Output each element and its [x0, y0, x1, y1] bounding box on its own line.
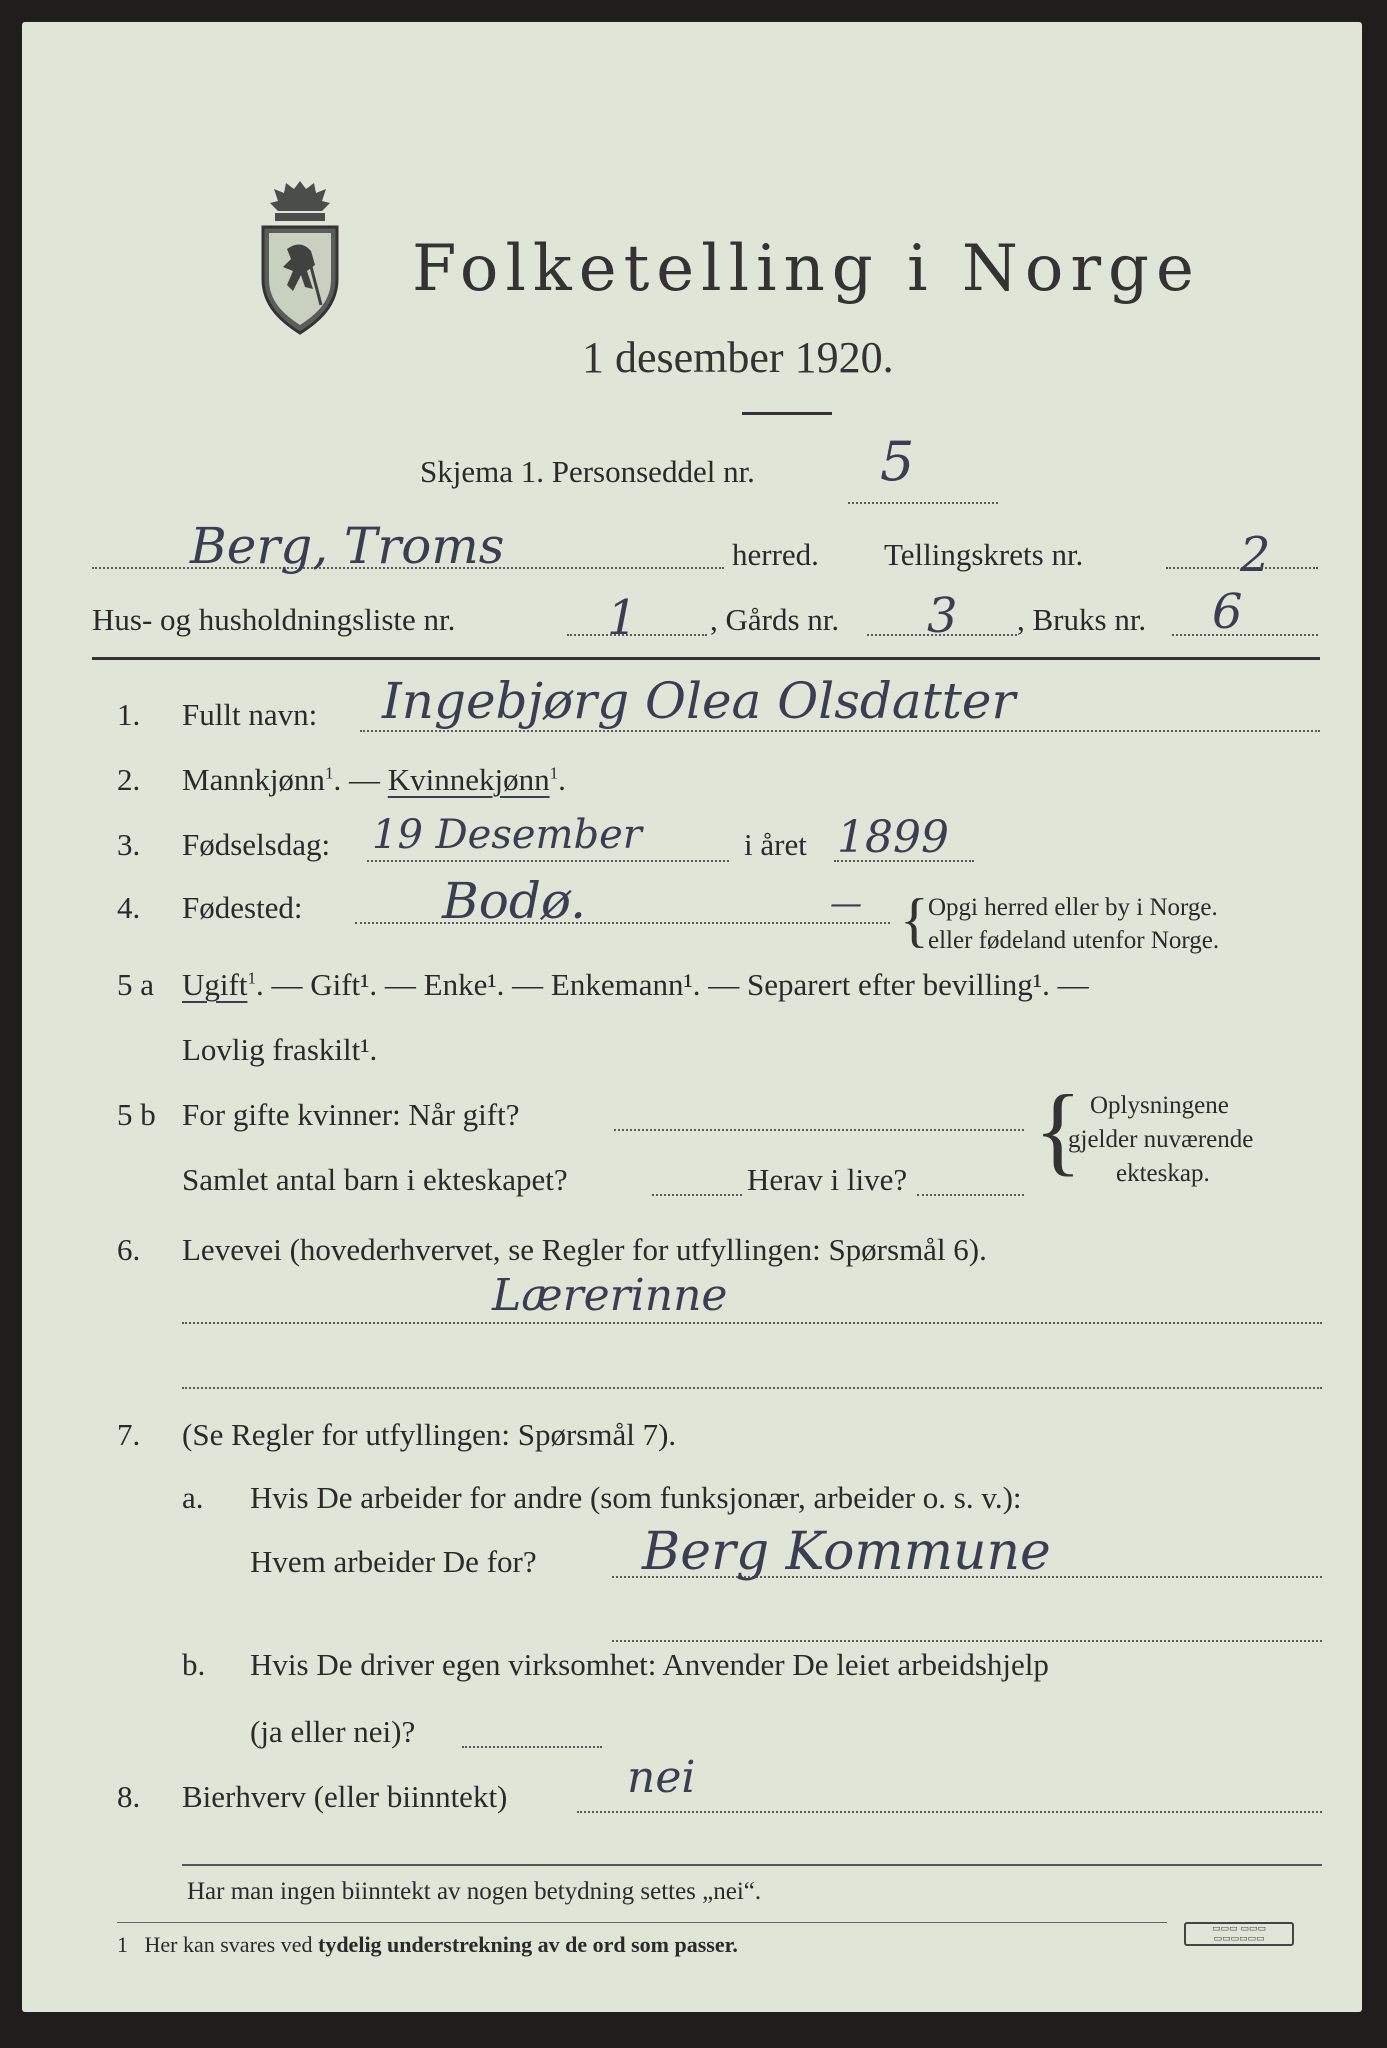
gards-value[interactable]: 3: [927, 588, 958, 644]
q1-number: 1.: [117, 697, 141, 732]
q7b-question: (ja eller nei)?: [250, 1714, 416, 1749]
q3-year-value[interactable]: 1899: [837, 812, 949, 863]
q5b-note-line1: Oplysningene: [1090, 1092, 1229, 1119]
q7a-question: Hvem arbeider De for?: [250, 1544, 537, 1579]
footnote-text-a: Her kan svares ved: [144, 1932, 313, 1957]
footnote-text-b: tydelig understrekning av de ord som passer.: [318, 1932, 738, 1957]
q3-number: 3.: [117, 827, 141, 862]
q2-male-option[interactable]: Mannkjønn: [182, 762, 325, 797]
q4-note-line2: eller fødeland utenfor Norge.: [928, 927, 1220, 954]
skjema-label: Skjema 1. Personseddel nr.: [420, 454, 755, 489]
q5b-brace: {: [1034, 1074, 1082, 1185]
norway-coat-of-arms-icon: [247, 177, 353, 337]
husliste-value[interactable]: 1: [607, 590, 638, 646]
q5b-children-line: [652, 1194, 742, 1196]
q7a-text: Hvis De arbeider for andre (som funksjonær, arbeider o. s. v.):: [250, 1480, 1022, 1515]
q5b-note-line2: gjelder nuværende: [1068, 1126, 1254, 1153]
footnote-separator: [117, 1922, 1167, 1923]
q7a-number: a.: [182, 1480, 204, 1515]
printer-stamp: ▭▭▭ ▭▭▭ ▭▭▭▭▭▭: [1184, 1922, 1294, 1946]
q4-value[interactable]: Bodø.: [442, 872, 586, 930]
q1-line: [360, 730, 1320, 732]
q6-line2: [182, 1387, 1322, 1389]
footnote-number: 1: [117, 1932, 128, 1957]
bruks-value[interactable]: 6: [1212, 584, 1243, 640]
q1-value[interactable]: Ingebjørg Olea Olsdatter: [382, 672, 1016, 730]
census-form: [22, 22, 1362, 2012]
bruks-label: , Bruks nr.: [1017, 602, 1147, 637]
q2-number: 2.: [117, 762, 141, 797]
herred-label: herred.: [732, 537, 819, 572]
footer-separator: [182, 1864, 1322, 1866]
q7a-value[interactable]: Berg Kommune: [642, 1522, 1051, 1582]
q4-line: [355, 922, 890, 924]
q5a-line2[interactable]: Lovlig fraskilt¹.: [182, 1032, 378, 1067]
q5b-alive-label: Herav i live?: [747, 1162, 908, 1197]
tellingskrets-label: Tellingskrets nr.: [884, 537, 1084, 572]
q2-female-option[interactable]: Kvinnekjønn: [387, 762, 550, 797]
personseddel-value[interactable]: 5: [880, 430, 915, 493]
q7b-number: b.: [182, 1647, 206, 1682]
q5a-options: Ugift$^1$. — Gift¹. — Enke¹. — Enkemann¹. — Separert efter bevilling¹. —: [182, 967, 1089, 1002]
q4-note-line1: Opgi herred eller by i Norge.: [928, 894, 1218, 921]
tellingskrets-value[interactable]: 2: [1240, 527, 1271, 583]
q2-separator: . —: [333, 762, 380, 797]
q2-options: Mannkjønn$^1$. — Kvinnekjønn$^1$.: [182, 762, 566, 797]
q7-label: (Se Regler for utfyllingen: Spørsmål 7).: [182, 1417, 677, 1452]
q8-line: [577, 1811, 1322, 1813]
q3-label: Fødselsdag:: [182, 827, 331, 862]
footnote: [117, 1932, 738, 1958]
q1-label: Fullt navn:: [182, 697, 318, 732]
q5a-other-options[interactable]: . — Gift¹. — Enke¹. — Enkemann¹. — Separert efter bevilling¹. —: [255, 967, 1089, 1002]
herred-value[interactable]: Berg, Troms: [190, 517, 505, 575]
q7-number: 7.: [117, 1417, 141, 1452]
q4-brace: {: [900, 887, 929, 953]
gards-label: , Gårds nr.: [710, 602, 840, 637]
q5b-alive-line: [917, 1194, 1024, 1196]
q6-number: 6.: [117, 1232, 141, 1267]
q7b-line: [462, 1746, 602, 1748]
q5b-children-label: Samlet antal barn i ekteskapet?: [182, 1162, 568, 1197]
q6-line1: [182, 1322, 1322, 1324]
q5a-ugift-option[interactable]: Ugift: [182, 967, 248, 1002]
q3-year-label: i året: [744, 827, 807, 862]
q8-value[interactable]: nei: [627, 1752, 696, 1803]
q6-value[interactable]: Lærerinne: [492, 1270, 728, 1321]
header-separator: [92, 657, 1320, 660]
personseddel-line: [848, 502, 998, 504]
q4-number: 4.: [117, 890, 141, 925]
q3-value[interactable]: 19 Desember: [372, 812, 642, 858]
bruks-line: [1172, 634, 1318, 636]
title-divider: [742, 412, 832, 415]
q4-label: Fødested:: [182, 890, 303, 925]
footer-note: Har man ingen biinntekt av nogen betydning settes „nei“.: [187, 1878, 762, 1905]
q7a-line2: [612, 1640, 1322, 1642]
form-title: Folketelling i Norge: [412, 232, 1201, 306]
q4-dash: —: [830, 884, 862, 922]
q5a-number: 5 a: [117, 967, 155, 1002]
q8-label: Bierhverv (eller biinntekt): [182, 1779, 508, 1814]
q5b-label: For gifte kvinner: Når gift?: [182, 1097, 520, 1132]
q7b-text: Hvis De driver egen virksomhet: Anvender De leiet arbeidshjelp: [250, 1647, 1049, 1682]
census-date: 1 desember 1920.: [582, 333, 894, 382]
husliste-label: Hus- og husholdningsliste nr.: [92, 602, 456, 637]
q3-line: [367, 860, 729, 862]
q5b-note-line3: ekteskap.: [1116, 1160, 1210, 1187]
q6-label: Levevei (hovederhvervet, se Regler for utfyllingen: Spørsmål 6).: [182, 1232, 987, 1267]
q5b-number: 5 b: [117, 1097, 156, 1132]
q8-number: 8.: [117, 1779, 141, 1814]
q5b-when-line: [614, 1129, 1024, 1131]
